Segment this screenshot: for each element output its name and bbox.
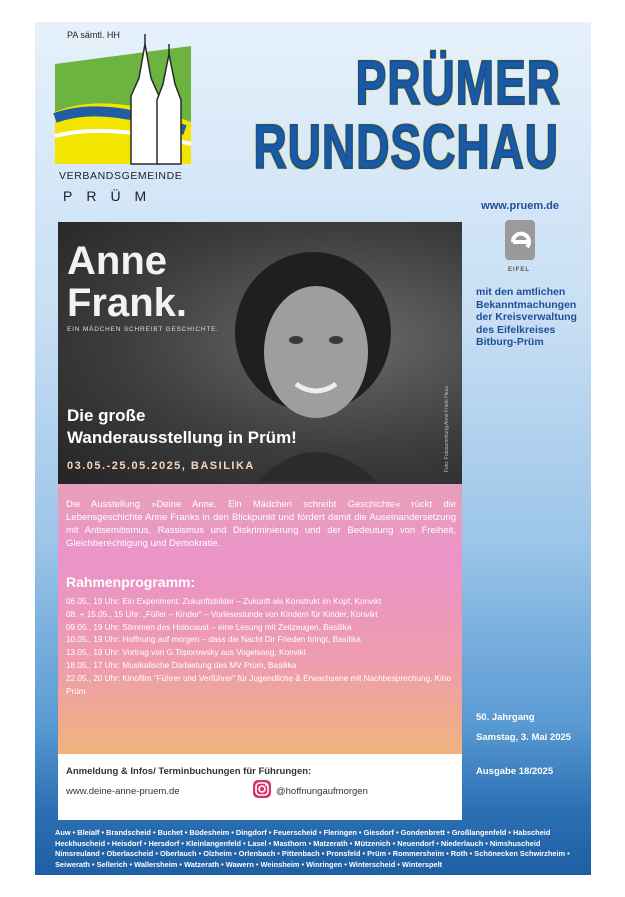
photo-credit: Foto: Fotosammlung Anne Frank Haus xyxy=(444,386,450,472)
masthead-title-line1: PRÜMER xyxy=(355,47,561,118)
postage-label: PA sämtl. HH xyxy=(67,30,120,40)
exhibition-headline xyxy=(67,405,297,449)
exhibition-headline-line1: Die große xyxy=(67,406,146,425)
poster-name-line2: Frank. xyxy=(67,281,188,325)
website-link[interactable]: www.pruem.de xyxy=(481,200,559,212)
program-item: 22.05., 20 Uhr: Kinofilm “Führer und Verführer” für Jugendliche & Erwachsene mit Nachbesprechung, Kino Prüm xyxy=(66,673,452,696)
masthead-title-line2: RUNDSCHAU xyxy=(253,111,559,182)
poster-name-line1: Anne xyxy=(67,239,167,283)
poster-subtitle: EIN MÄDCHEN SCHREIBT GESCHICHTE. xyxy=(67,326,219,333)
program-item: 06.05., 19 Uhr: Ein Experiment: Zukunftsbilder – Zukunft als Konstrukt im Kopf, Konvikt xyxy=(66,597,382,606)
registration-box xyxy=(58,754,462,820)
program-item: 08. + 15.05., 15 Uhr: „Füller – Kinder“ – Vorlesestunde von Kindern für Kinder, Konvikt xyxy=(66,609,378,619)
registration-title: Anmeldung & Infos/ Terminbuchungen für Führungen: xyxy=(66,766,312,777)
newspaper-cover xyxy=(35,22,591,875)
anne-frank-photo xyxy=(58,222,462,484)
instagram-handle[interactable]: @hoffnungaufmorgen xyxy=(276,786,368,797)
program-item: 10.05., 19 Uhr: Hoffnung auf morgen – dass die Nacht Dir Frieden bringt, Basilika xyxy=(66,635,361,645)
anne-frank-poster xyxy=(58,222,462,820)
verbandsgemeinde-logo-icon xyxy=(53,26,193,210)
issue-date: Samstag, 3. Mai 2025 xyxy=(476,732,572,743)
poster-name xyxy=(67,240,187,324)
official-notice-text: mit den amtlichen Bekanntmachungen der Kreisverwaltung des Eifelkreises Bitburg-Prüm xyxy=(476,286,577,348)
logo-line-pruem: PRÜM xyxy=(63,188,161,204)
registration-website-link[interactable]: www.deine-anne-pruem.de xyxy=(66,786,180,797)
program-item: 13.05., 19 Uhr: Vortrag von G.Toporowsky aus Vogelsang, Konvikt xyxy=(66,648,306,658)
issue-number: Ausgabe 18/2025 xyxy=(476,766,554,777)
program-item: 09.05., 19 Uhr: Stimmen des Holocaust – eine Lesung mit Zeitzeugen, Basilika xyxy=(66,622,352,632)
program-item: 18.05., 17 Uhr: Musikalische Darbietung des MV Prüm, Basilika xyxy=(66,660,297,670)
exhibition-intro: Die Ausstellung »Deine Anne. Ein Mädchen schreibt Geschichte« rückt die Lebensgeschichte Anne Franks in den Blickpunkt und fördert damit die Auseinandersetzung mit Antisemitismus, Rassismus und Diskriminierung und der Bedeutung von Freiheit, Gleichberechtigung und Demokratie. xyxy=(66,499,456,549)
instagram-icon[interactable] xyxy=(252,779,272,799)
program-list xyxy=(66,596,456,698)
volume-year: 50. Jahrgang xyxy=(476,712,535,723)
logo-line-verbandsgemeinde: VERBANDSGEMEINDE xyxy=(59,170,183,182)
exhibition-headline-line2: Wanderausstellung in Prüm! xyxy=(67,428,297,447)
program-title: Rahmenprogramm: xyxy=(66,574,196,590)
municipality-list: Auw • Bleialf • Brandscheid • Buchet • Büdesheim • Dingdorf • Feuerscheid • Fleringen • Giesdorf • Gondenbrett • Großlangenfeld • Habscheid Heckhuscheid • Heisdorf • Hersdorf • Kleinlangenfeld • Lasel • Masthorn • Matzerath • Mützenich • Neuendorf • Niederlauch • Nimshuscheid Nimsreuland • Oberlascheid • Oberlauch • Olzheim • Orlenbach • Pittenbach • Pronsfeld • Prüm • Rommersheim • Roth • Schönecken Schwirzheim • Seiwerath • Sellerich • Wallersheim • Watzerath • Wawern • Weinsheim • Winringen • Winterscheid • Winterspelt xyxy=(55,828,570,869)
eifel-brand-icon xyxy=(501,218,543,270)
exhibition-dates: 03.05.-25.05.2025, BASILIKA xyxy=(67,460,255,472)
eifel-label: EIFEL xyxy=(508,267,531,273)
program-panel xyxy=(58,484,462,754)
